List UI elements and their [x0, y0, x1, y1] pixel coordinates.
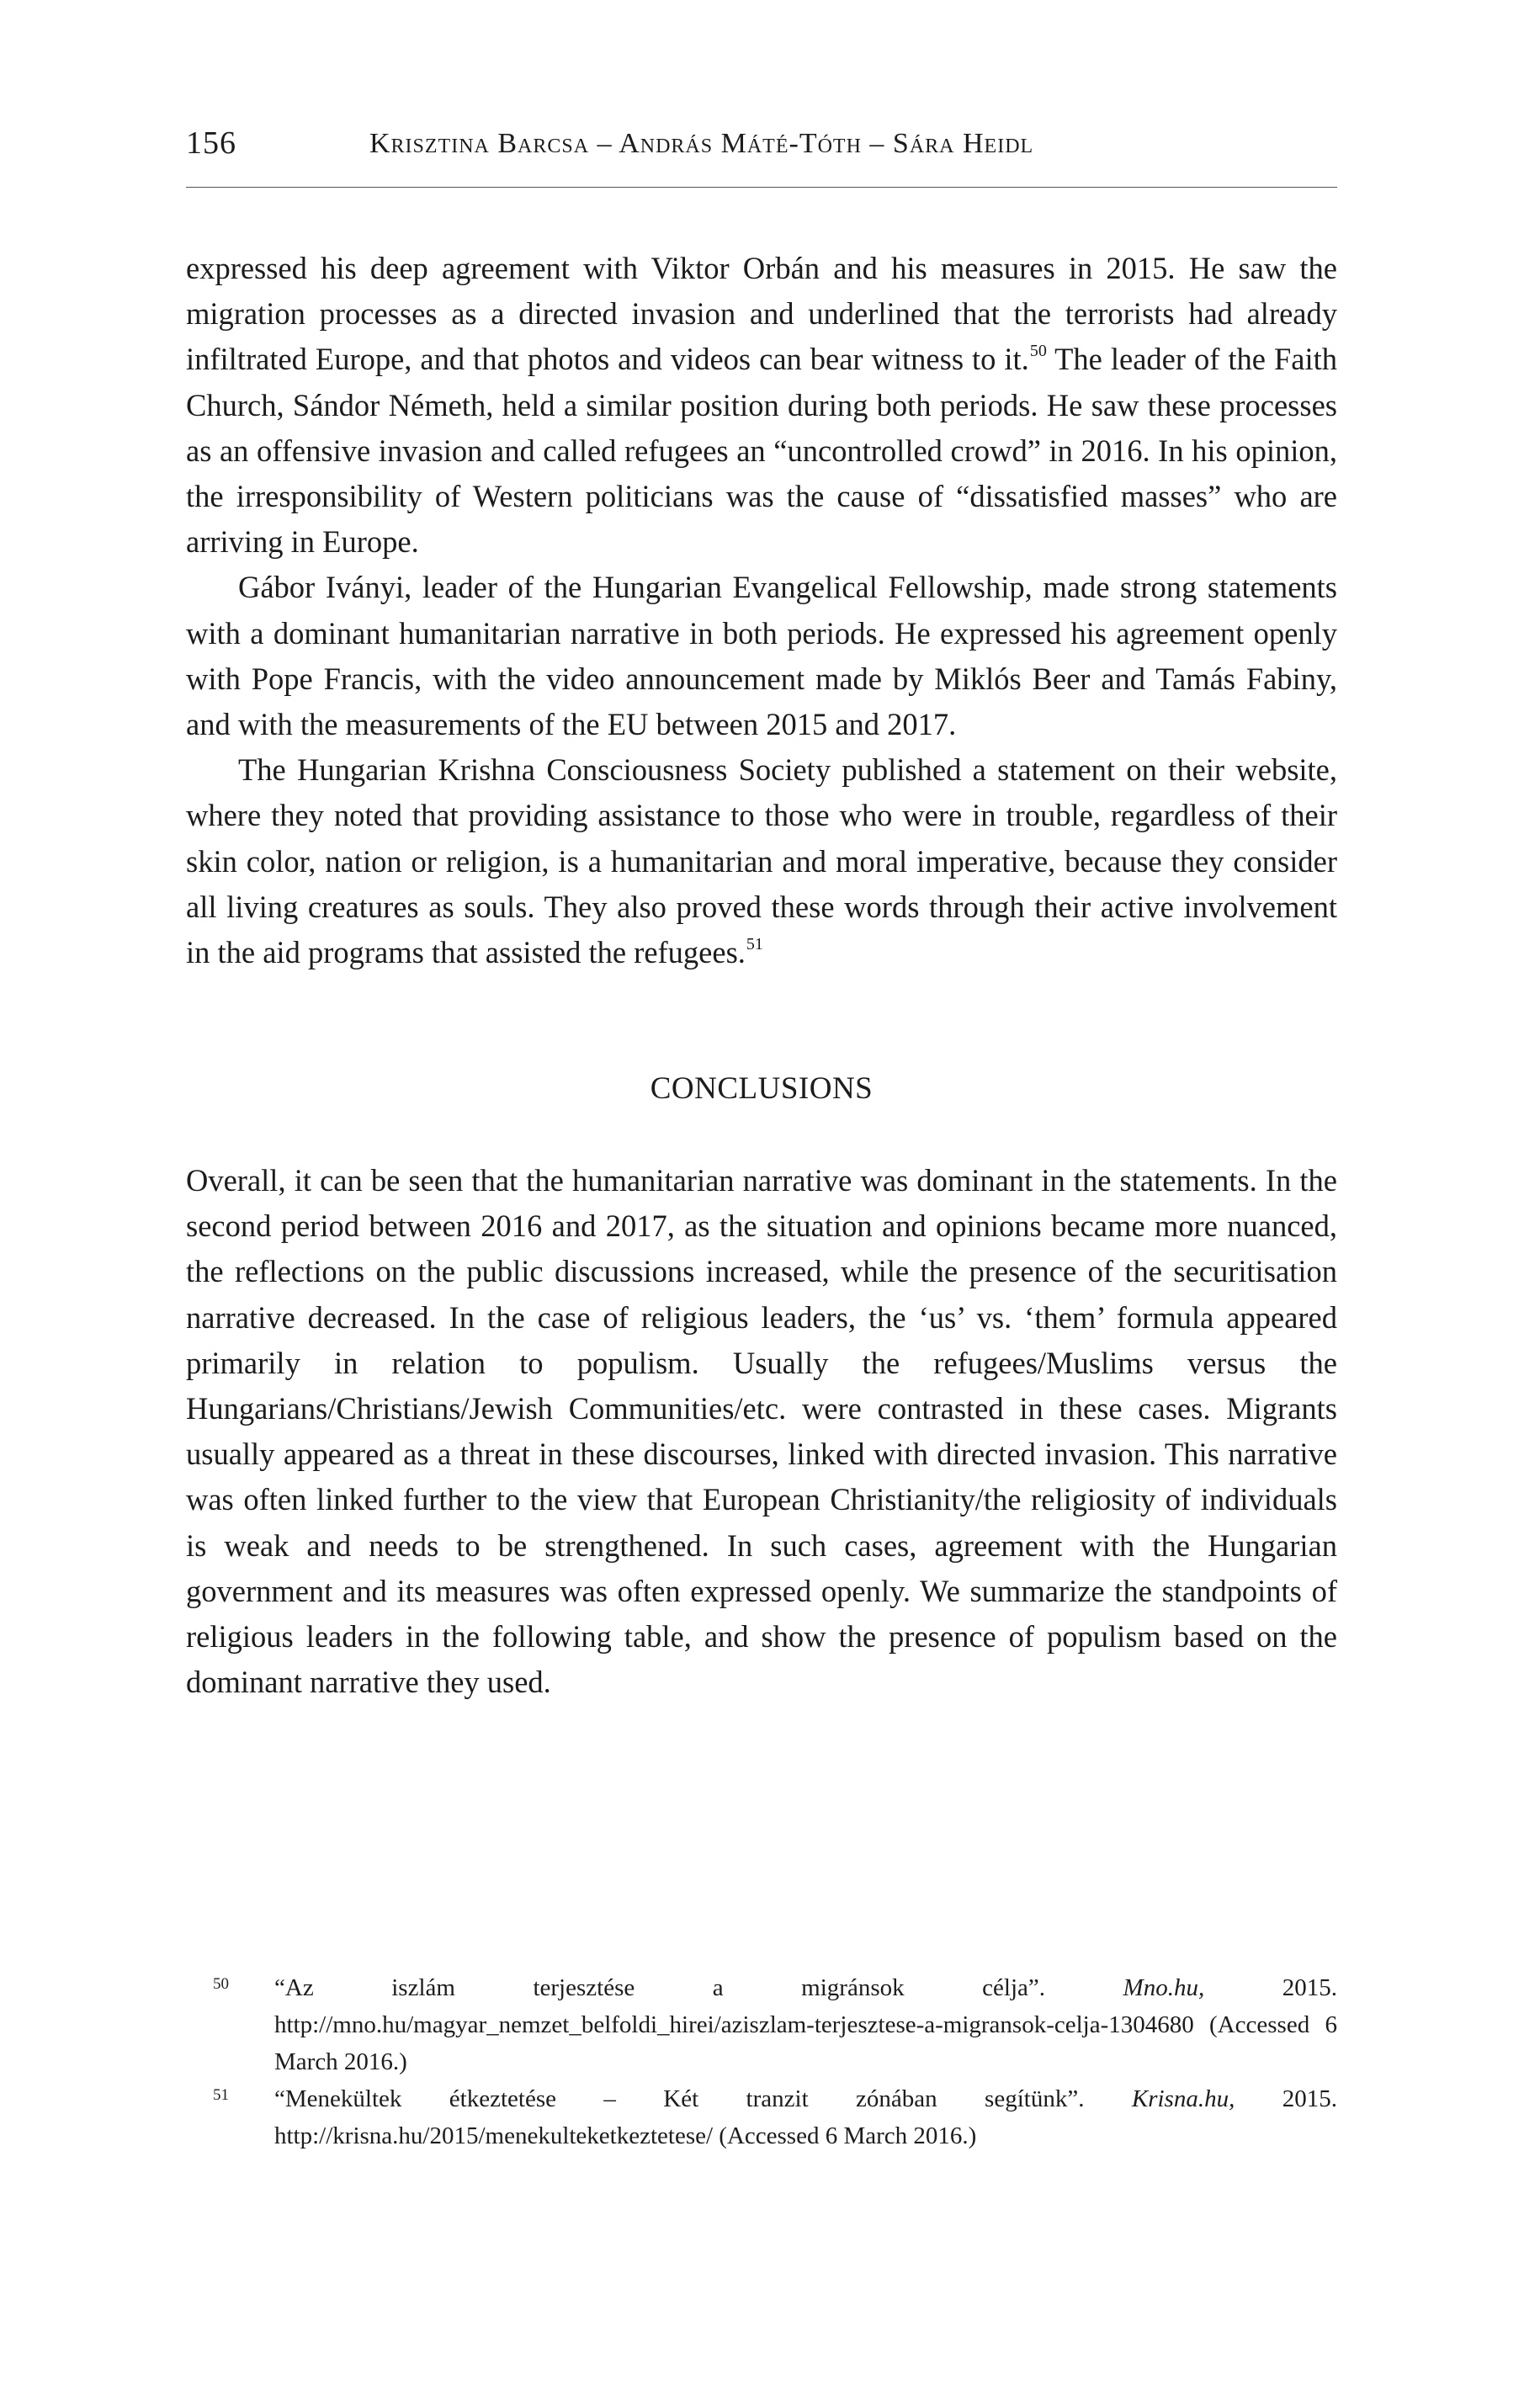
paragraph-1-text: expressed his deep agreement with Viktor Orbán and his measures in 2015. He saw the migration processes as a directed invasion and underlined that the terrorists had already infiltrated Europe, and that photos and videos can bear witness to it.	[186, 251, 1337, 377]
footnote-51	[213, 2080, 1337, 2154]
footnote-ref-50[interactable]: 50	[1029, 342, 1047, 361]
running-header-authors: Krisztina Barcsa – András Máté-Tóth – Sára Heidl	[369, 128, 1034, 159]
footnote-url[interactable]: 2015. http://mno.hu/magyar_nemzet_belfoldi_hirei/aziszlam-terjesztese-a-migransok-celja-1304680 (Accessed 6 March 2016.)	[274, 1974, 1338, 2075]
footnote-source: Krisna.hu,	[1131, 2085, 1235, 2112]
page-number: 156	[186, 125, 236, 161]
footnotes	[213, 1969, 1338, 2154]
paragraph-3	[186, 747, 1337, 975]
footnote-text	[274, 2085, 1337, 2149]
conclusions-text	[186, 1158, 1337, 1705]
paragraph-1-continued: The leader of the Faith Church, Sándor Németh, held a similar position during both periods. He saw these processes as an offensive invasion and called refugees an “uncontrolled crowd” in 2016. In his opinion, the irresponsibility of Western politicians was the cause of “dissatisfied masses” who are arriving in Europe.	[186, 342, 1338, 560]
footnote-number: 51	[213, 2086, 229, 2104]
section-heading-conclusions: CONCLUSIONS	[650, 1071, 874, 1106]
paragraph-3-text: The Hungarian Krishna Consciousness Society published a statement on their website, where they noted that providing assistance to those who were in trouble, regardless of their skin color, nation or religion, is a humanitarian and moral imperative, because they consider all living creatures as souls. They also proved these words through their active involvement in the aid programs that assisted the refugees.	[186, 752, 1337, 970]
footnote-title: “Menekültek étkeztetése – Két tranzit zónában segítünk”.	[274, 2085, 1132, 2112]
paragraph-1	[186, 246, 1337, 565]
running-header	[186, 125, 1337, 175]
footnote-ref-51[interactable]: 51	[746, 935, 763, 954]
footnote-title: “Az iszlám terjesztése a migránsok célja”.	[274, 1974, 1123, 2001]
footnote-url[interactable]: 2015. http://krisna.hu/2015/menekulteketkeztetese/ (Accessed 6 March 2016.)	[274, 2085, 1337, 2149]
paragraph-2: Gábor Iványi, leader of the Hungarian Evangelical Fellowship, made strong statements with a dominant humanitarian narrative in both periods. He expressed his agreement openly with Pope Francis, with the video announcement made by Miklós Beer and Tamás Fabiny, and with the measurements of the EU between 2015 and 2017.	[186, 570, 1337, 742]
conclusions-paragraph: Overall, it can be seen that the humanitarian narrative was dominant in the statements. In the second period between 2016 and 2017, as the situation and opinions became more nuanced, the reflections on the public discussions increased, while the presence of the securitisation narrative decreased. In the case of religious leaders, the ‘us’ vs. ‘them’ formula appeared primarily in relation to populism. Usually the refugees/Muslims versus the Hungarians/Christians/Jewish Communities/etc. were contrasted in these cases. Migrants usually appeared as a threat in these discourses, linked with directed invasion. This narrative was often linked further to the view that European Christianity/the religiosity of individuals is weak and needs to be strengthened. In such cases, agreement with the Hungarian government and its measures was often expressed openly. We summarize the standpoints of religious leaders in the following table, and show the presence of populism based on the dominant narrative they used.	[186, 1163, 1337, 1700]
body-text	[186, 246, 1337, 975]
footnote-50	[213, 1969, 1338, 2080]
footnote-text	[274, 1974, 1337, 2075]
footnote-source: Mno.hu,	[1123, 1974, 1205, 2001]
header-rule	[186, 187, 1337, 188]
footnote-number: 50	[213, 1975, 229, 1993]
